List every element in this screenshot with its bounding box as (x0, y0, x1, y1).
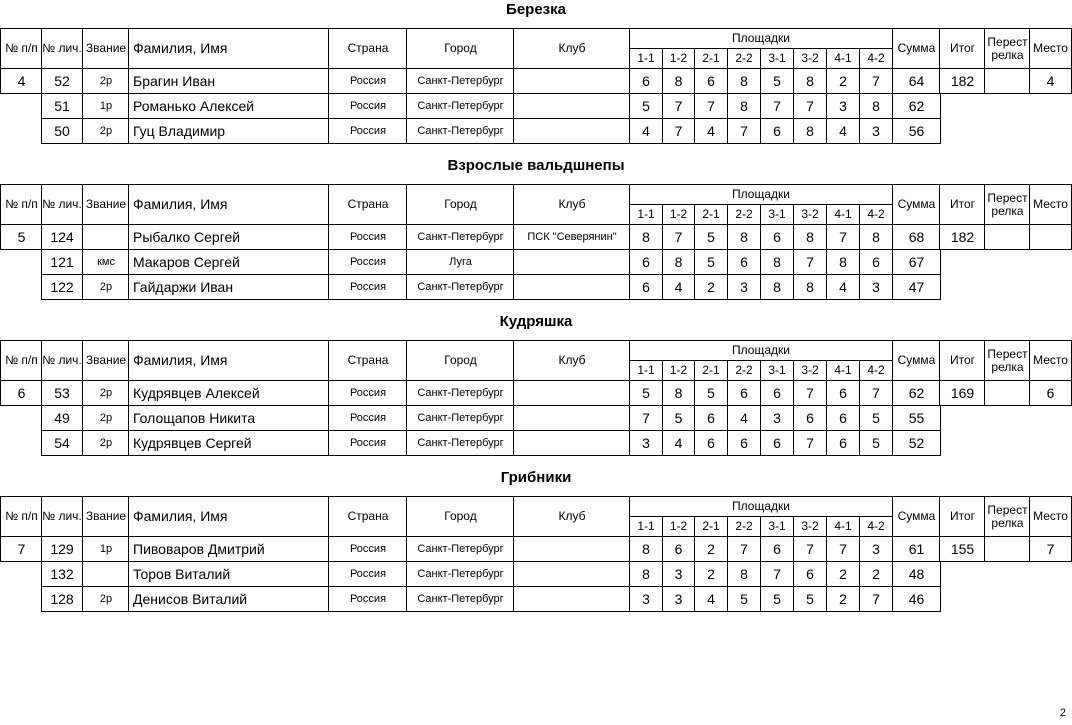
header-city: Город (406, 184, 515, 225)
team-total: 182 (939, 224, 986, 250)
area-score: 6 (727, 380, 761, 406)
header-pp: № п/п (0, 496, 43, 537)
area-score: 7 (859, 68, 893, 94)
header-area-2: 1-2 (662, 48, 695, 69)
area-score: 8 (793, 224, 827, 250)
team-shootoff (984, 380, 1031, 406)
area-score: 2 (694, 536, 728, 562)
area-score: 6 (826, 380, 860, 406)
team-pp: 6 (0, 380, 43, 406)
area-score: 4 (826, 118, 860, 144)
participant-country: Россия (328, 249, 408, 275)
participant-number: 129 (41, 536, 83, 562)
area-score: 8 (826, 249, 860, 275)
area-score: 8 (760, 274, 794, 300)
header-area-5: 3-1 (760, 360, 794, 381)
area-score: 7 (859, 380, 893, 406)
header-club: Клуб (513, 184, 631, 225)
participant-rank: кмс (82, 249, 130, 275)
area-score: 6 (694, 405, 728, 431)
participant-country: Россия (328, 586, 408, 612)
area-score: 5 (629, 380, 663, 406)
area-score: 5 (662, 405, 695, 431)
participant-country: Россия (328, 430, 408, 456)
participant-name: Торов Виталий (128, 561, 330, 587)
participant-number: 51 (41, 93, 83, 119)
area-score: 2 (826, 586, 860, 612)
area-score: 8 (859, 224, 893, 250)
participant-sum: 46 (892, 586, 941, 612)
team-section (0, 468, 1072, 618)
area-score: 5 (859, 430, 893, 456)
area-score: 5 (629, 93, 663, 119)
header-pp: № п/п (0, 340, 43, 381)
participant-city: Санкт-Петербург (406, 561, 515, 587)
header-area-3: 2-1 (694, 204, 728, 225)
header-country: Страна (328, 340, 408, 381)
participant-club (513, 561, 631, 587)
participant-rank: 2р (82, 118, 130, 144)
header-area-7: 4-1 (826, 516, 860, 537)
header-area-1: 1-1 (629, 48, 663, 69)
participant-sum: 64 (892, 68, 941, 94)
header-sum: Сумма (892, 184, 941, 225)
area-score: 4 (662, 430, 695, 456)
header-area-6: 3-2 (793, 48, 827, 69)
area-score: 2 (826, 68, 860, 94)
area-score: 6 (760, 380, 794, 406)
area-score: 8 (793, 118, 827, 144)
participant-rank (82, 561, 130, 587)
area-score: 6 (760, 536, 794, 562)
area-score: 8 (727, 224, 761, 250)
area-score: 5 (793, 586, 827, 612)
header-area-2: 1-2 (662, 360, 695, 381)
header-area-8: 4-2 (859, 48, 893, 69)
participant-sum: 61 (892, 536, 941, 562)
participant-number: 50 (41, 118, 83, 144)
participant-rank: 2р (82, 380, 130, 406)
participant-name: Макаров Сергей (128, 249, 330, 275)
participant-number: 121 (41, 249, 83, 275)
area-score: 7 (662, 93, 695, 119)
header-area-3: 2-1 (694, 48, 728, 69)
participant-country: Россия (328, 405, 408, 431)
participant-sum: 68 (892, 224, 941, 250)
participant-country: Россия (328, 93, 408, 119)
area-score: 5 (727, 586, 761, 612)
header-area-5: 3-1 (760, 48, 794, 69)
area-score: 7 (662, 118, 695, 144)
participant-country: Россия (328, 118, 408, 144)
area-score: 8 (662, 249, 695, 275)
participant-number: 52 (41, 68, 83, 94)
page-number: 2 (1059, 707, 1066, 719)
participant-sum: 52 (892, 430, 941, 456)
participant-country: Россия (328, 536, 408, 562)
area-score: 7 (727, 118, 761, 144)
area-score: 8 (793, 68, 827, 94)
area-score: 8 (859, 93, 893, 119)
participant-sum: 55 (892, 405, 941, 431)
area-score: 6 (760, 224, 794, 250)
area-score: 3 (760, 405, 794, 431)
header-city: Город (406, 28, 515, 69)
team-shootoff (984, 536, 1031, 562)
participant-name: Гуц Владимир (128, 118, 330, 144)
participant-sum: 62 (892, 380, 941, 406)
participant-name: Рыбалко Сергей (128, 224, 330, 250)
area-score: 6 (694, 68, 728, 94)
header-pp: № п/п (0, 28, 43, 69)
area-score: 4 (694, 586, 728, 612)
area-score: 2 (826, 561, 860, 587)
area-score: 3 (629, 586, 663, 612)
header-areas: Площадки (629, 184, 893, 205)
header-area-3: 2-1 (694, 360, 728, 381)
participant-club (513, 380, 631, 406)
area-score: 6 (793, 405, 827, 431)
participant-rank: 1р (82, 536, 130, 562)
area-score: 2 (694, 274, 728, 300)
header-shootoff: Перест релка (984, 340, 1031, 381)
participant-sum: 56 (892, 118, 941, 144)
header-sum: Сумма (892, 340, 941, 381)
header-area-4: 2-2 (727, 516, 761, 537)
header-area-5: 3-1 (760, 204, 794, 225)
area-score: 3 (629, 430, 663, 456)
area-score: 6 (859, 249, 893, 275)
team-shootoff (984, 68, 1031, 94)
header-country: Страна (328, 496, 408, 537)
area-score: 6 (760, 118, 794, 144)
participant-club (513, 249, 631, 275)
participant-rank: 2р (82, 274, 130, 300)
header-areas: Площадки (629, 28, 893, 49)
area-score: 6 (760, 430, 794, 456)
header-club: Клуб (513, 496, 631, 537)
header-areas: Площадки (629, 496, 893, 517)
area-score: 7 (826, 536, 860, 562)
header-area-8: 4-2 (859, 360, 893, 381)
participant-name: Брагин Иван (128, 68, 330, 94)
team-section (0, 156, 1072, 306)
area-score: 3 (859, 118, 893, 144)
header-club: Клуб (513, 28, 631, 69)
participant-club: ПСК "Северянин" (513, 224, 631, 250)
participant-number: 54 (41, 430, 83, 456)
participant-rank: 2р (82, 586, 130, 612)
participant-number: 124 (41, 224, 83, 250)
header-rank: Звание (82, 28, 130, 69)
team-section (0, 0, 1072, 150)
participant-number: 53 (41, 380, 83, 406)
header-name: Фамилия, Имя (128, 496, 330, 537)
header-area-4: 2-2 (727, 360, 761, 381)
header-lich: № лич. (41, 340, 83, 381)
area-score: 6 (629, 249, 663, 275)
participant-city: Санкт-Петербург (406, 380, 515, 406)
participant-rank: 2р (82, 430, 130, 456)
header-area-6: 3-2 (793, 516, 827, 537)
area-score: 4 (662, 274, 695, 300)
area-score: 7 (793, 249, 827, 275)
participant-rank: 2р (82, 405, 130, 431)
header-total: Итог (939, 184, 986, 225)
participant-name: Пивоваров Дмитрий (128, 536, 330, 562)
participant-name: Гайдаржи Иван (128, 274, 330, 300)
header-area-1: 1-1 (629, 204, 663, 225)
header-area-7: 4-1 (826, 48, 860, 69)
team-shootoff (984, 224, 1031, 250)
participant-city: Санкт-Петербург (406, 586, 515, 612)
area-score: 7 (760, 93, 794, 119)
area-score: 3 (859, 536, 893, 562)
header-place: Место (1029, 184, 1072, 225)
header-country: Страна (328, 28, 408, 69)
area-score: 3 (662, 586, 695, 612)
participant-city: Санкт-Петербург (406, 536, 515, 562)
participant-city: Санкт-Петербург (406, 118, 515, 144)
header-areas: Площадки (629, 340, 893, 361)
area-score: 8 (662, 380, 695, 406)
area-score: 8 (727, 68, 761, 94)
header-total: Итог (939, 496, 986, 537)
area-score: 8 (793, 274, 827, 300)
participant-club (513, 405, 631, 431)
area-score: 6 (629, 274, 663, 300)
team-total: 169 (939, 380, 986, 406)
participant-club (513, 586, 631, 612)
area-score: 4 (727, 405, 761, 431)
area-score: 7 (859, 586, 893, 612)
participant-rank (82, 224, 130, 250)
header-sum: Сумма (892, 496, 941, 537)
area-score: 8 (727, 561, 761, 587)
participant-club (513, 274, 631, 300)
header-rank: Звание (82, 184, 130, 225)
participant-city: Луга (406, 249, 515, 275)
participant-country: Россия (328, 380, 408, 406)
header-lich: № лич. (41, 184, 83, 225)
header-area-1: 1-1 (629, 516, 663, 537)
header-area-7: 4-1 (826, 204, 860, 225)
header-area-1: 1-1 (629, 360, 663, 381)
team-title: Взрослые вальдшнепы (447, 157, 625, 174)
area-score: 8 (662, 68, 695, 94)
header-shootoff: Перест релка (984, 28, 1031, 69)
participant-country: Россия (328, 561, 408, 587)
header-lich: № лич. (41, 496, 83, 537)
area-score: 6 (694, 430, 728, 456)
participant-number: 128 (41, 586, 83, 612)
participant-sum: 47 (892, 274, 941, 300)
participant-country: Россия (328, 224, 408, 250)
area-score: 2 (859, 561, 893, 587)
participant-country: Россия (328, 274, 408, 300)
header-pp: № п/п (0, 184, 43, 225)
header-name: Фамилия, Имя (128, 184, 330, 225)
header-total: Итог (939, 28, 986, 69)
area-score: 5 (694, 380, 728, 406)
participant-city: Санкт-Петербург (406, 274, 515, 300)
header-city: Город (406, 496, 515, 537)
area-score: 3 (727, 274, 761, 300)
area-score: 8 (629, 224, 663, 250)
participant-number: 49 (41, 405, 83, 431)
header-area-4: 2-2 (727, 204, 761, 225)
area-score: 6 (727, 249, 761, 275)
area-score: 4 (629, 118, 663, 144)
area-score: 7 (629, 405, 663, 431)
area-score: 8 (760, 249, 794, 275)
header-name: Фамилия, Имя (128, 28, 330, 69)
area-score: 3 (662, 561, 695, 587)
participant-name: Романько Алексей (128, 93, 330, 119)
team-place (1029, 224, 1072, 250)
participant-rank: 2р (82, 68, 130, 94)
team-pp: 7 (0, 536, 43, 562)
participant-rank: 1р (82, 93, 130, 119)
participant-city: Санкт-Петербург (406, 93, 515, 119)
area-score: 7 (793, 380, 827, 406)
team-total: 155 (939, 536, 986, 562)
area-score: 6 (629, 68, 663, 94)
area-score: 7 (793, 93, 827, 119)
participant-sum: 48 (892, 561, 941, 587)
header-city: Город (406, 340, 515, 381)
header-lich: № лич. (41, 28, 83, 69)
participant-sum: 67 (892, 249, 941, 275)
header-area-8: 4-2 (859, 204, 893, 225)
area-score: 7 (727, 536, 761, 562)
header-area-3: 2-1 (694, 516, 728, 537)
header-area-5: 3-1 (760, 516, 794, 537)
team-place: 6 (1029, 380, 1072, 406)
area-score: 5 (760, 586, 794, 612)
team-title: Кудряшка (499, 313, 573, 330)
participant-name: Голощапов Никита (128, 405, 330, 431)
area-score: 3 (859, 274, 893, 300)
area-score: 7 (694, 93, 728, 119)
area-score: 2 (694, 561, 728, 587)
header-area-7: 4-1 (826, 360, 860, 381)
area-score: 6 (662, 536, 695, 562)
participant-sum: 62 (892, 93, 941, 119)
team-title: Березка (506, 1, 566, 18)
header-club: Клуб (513, 340, 631, 381)
header-area-6: 3-2 (793, 360, 827, 381)
header-area-8: 4-2 (859, 516, 893, 537)
team-total: 182 (939, 68, 986, 94)
area-score: 8 (629, 561, 663, 587)
header-place: Место (1029, 28, 1072, 69)
header-shootoff: Перест релка (984, 184, 1031, 225)
header-place: Место (1029, 340, 1072, 381)
area-score: 7 (662, 224, 695, 250)
area-score: 6 (793, 561, 827, 587)
header-area-6: 3-2 (793, 204, 827, 225)
header-rank: Звание (82, 496, 130, 537)
area-score: 6 (727, 430, 761, 456)
participant-club (513, 93, 631, 119)
area-score: 7 (793, 430, 827, 456)
area-score: 7 (793, 536, 827, 562)
area-score: 4 (826, 274, 860, 300)
header-area-2: 1-2 (662, 204, 695, 225)
area-score: 3 (826, 93, 860, 119)
participant-city: Санкт-Петербург (406, 430, 515, 456)
area-score: 4 (694, 118, 728, 144)
participant-city: Санкт-Петербург (406, 68, 515, 94)
participant-city: Санкт-Петербург (406, 405, 515, 431)
area-score: 5 (859, 405, 893, 431)
area-score: 8 (727, 93, 761, 119)
area-score: 5 (760, 68, 794, 94)
team-section (0, 312, 1072, 462)
participant-club (513, 536, 631, 562)
participant-city: Санкт-Петербург (406, 224, 515, 250)
header-rank: Звание (82, 340, 130, 381)
participant-number: 132 (41, 561, 83, 587)
participant-number: 122 (41, 274, 83, 300)
participant-club (513, 68, 631, 94)
area-score: 6 (826, 405, 860, 431)
team-pp: 4 (0, 68, 43, 94)
header-shootoff: Перест релка (984, 496, 1031, 537)
area-score: 5 (694, 249, 728, 275)
participant-name: Кудрявцев Сергей (128, 430, 330, 456)
team-title: Грибники (500, 469, 572, 486)
header-country: Страна (328, 184, 408, 225)
team-place: 7 (1029, 536, 1072, 562)
participant-club (513, 118, 631, 144)
area-score: 7 (826, 224, 860, 250)
participant-name: Денисов Виталий (128, 586, 330, 612)
header-place: Место (1029, 496, 1072, 537)
area-score: 5 (694, 224, 728, 250)
header-sum: Сумма (892, 28, 941, 69)
header-total: Итог (939, 340, 986, 381)
area-score: 6 (826, 430, 860, 456)
header-area-4: 2-2 (727, 48, 761, 69)
participant-country: Россия (328, 68, 408, 94)
team-place: 4 (1029, 68, 1072, 94)
header-area-2: 1-2 (662, 516, 695, 537)
team-pp: 5 (0, 224, 43, 250)
area-score: 8 (629, 536, 663, 562)
participant-club (513, 430, 631, 456)
area-score: 7 (760, 561, 794, 587)
participant-name: Кудрявцев Алексей (128, 380, 330, 406)
header-name: Фамилия, Имя (128, 340, 330, 381)
